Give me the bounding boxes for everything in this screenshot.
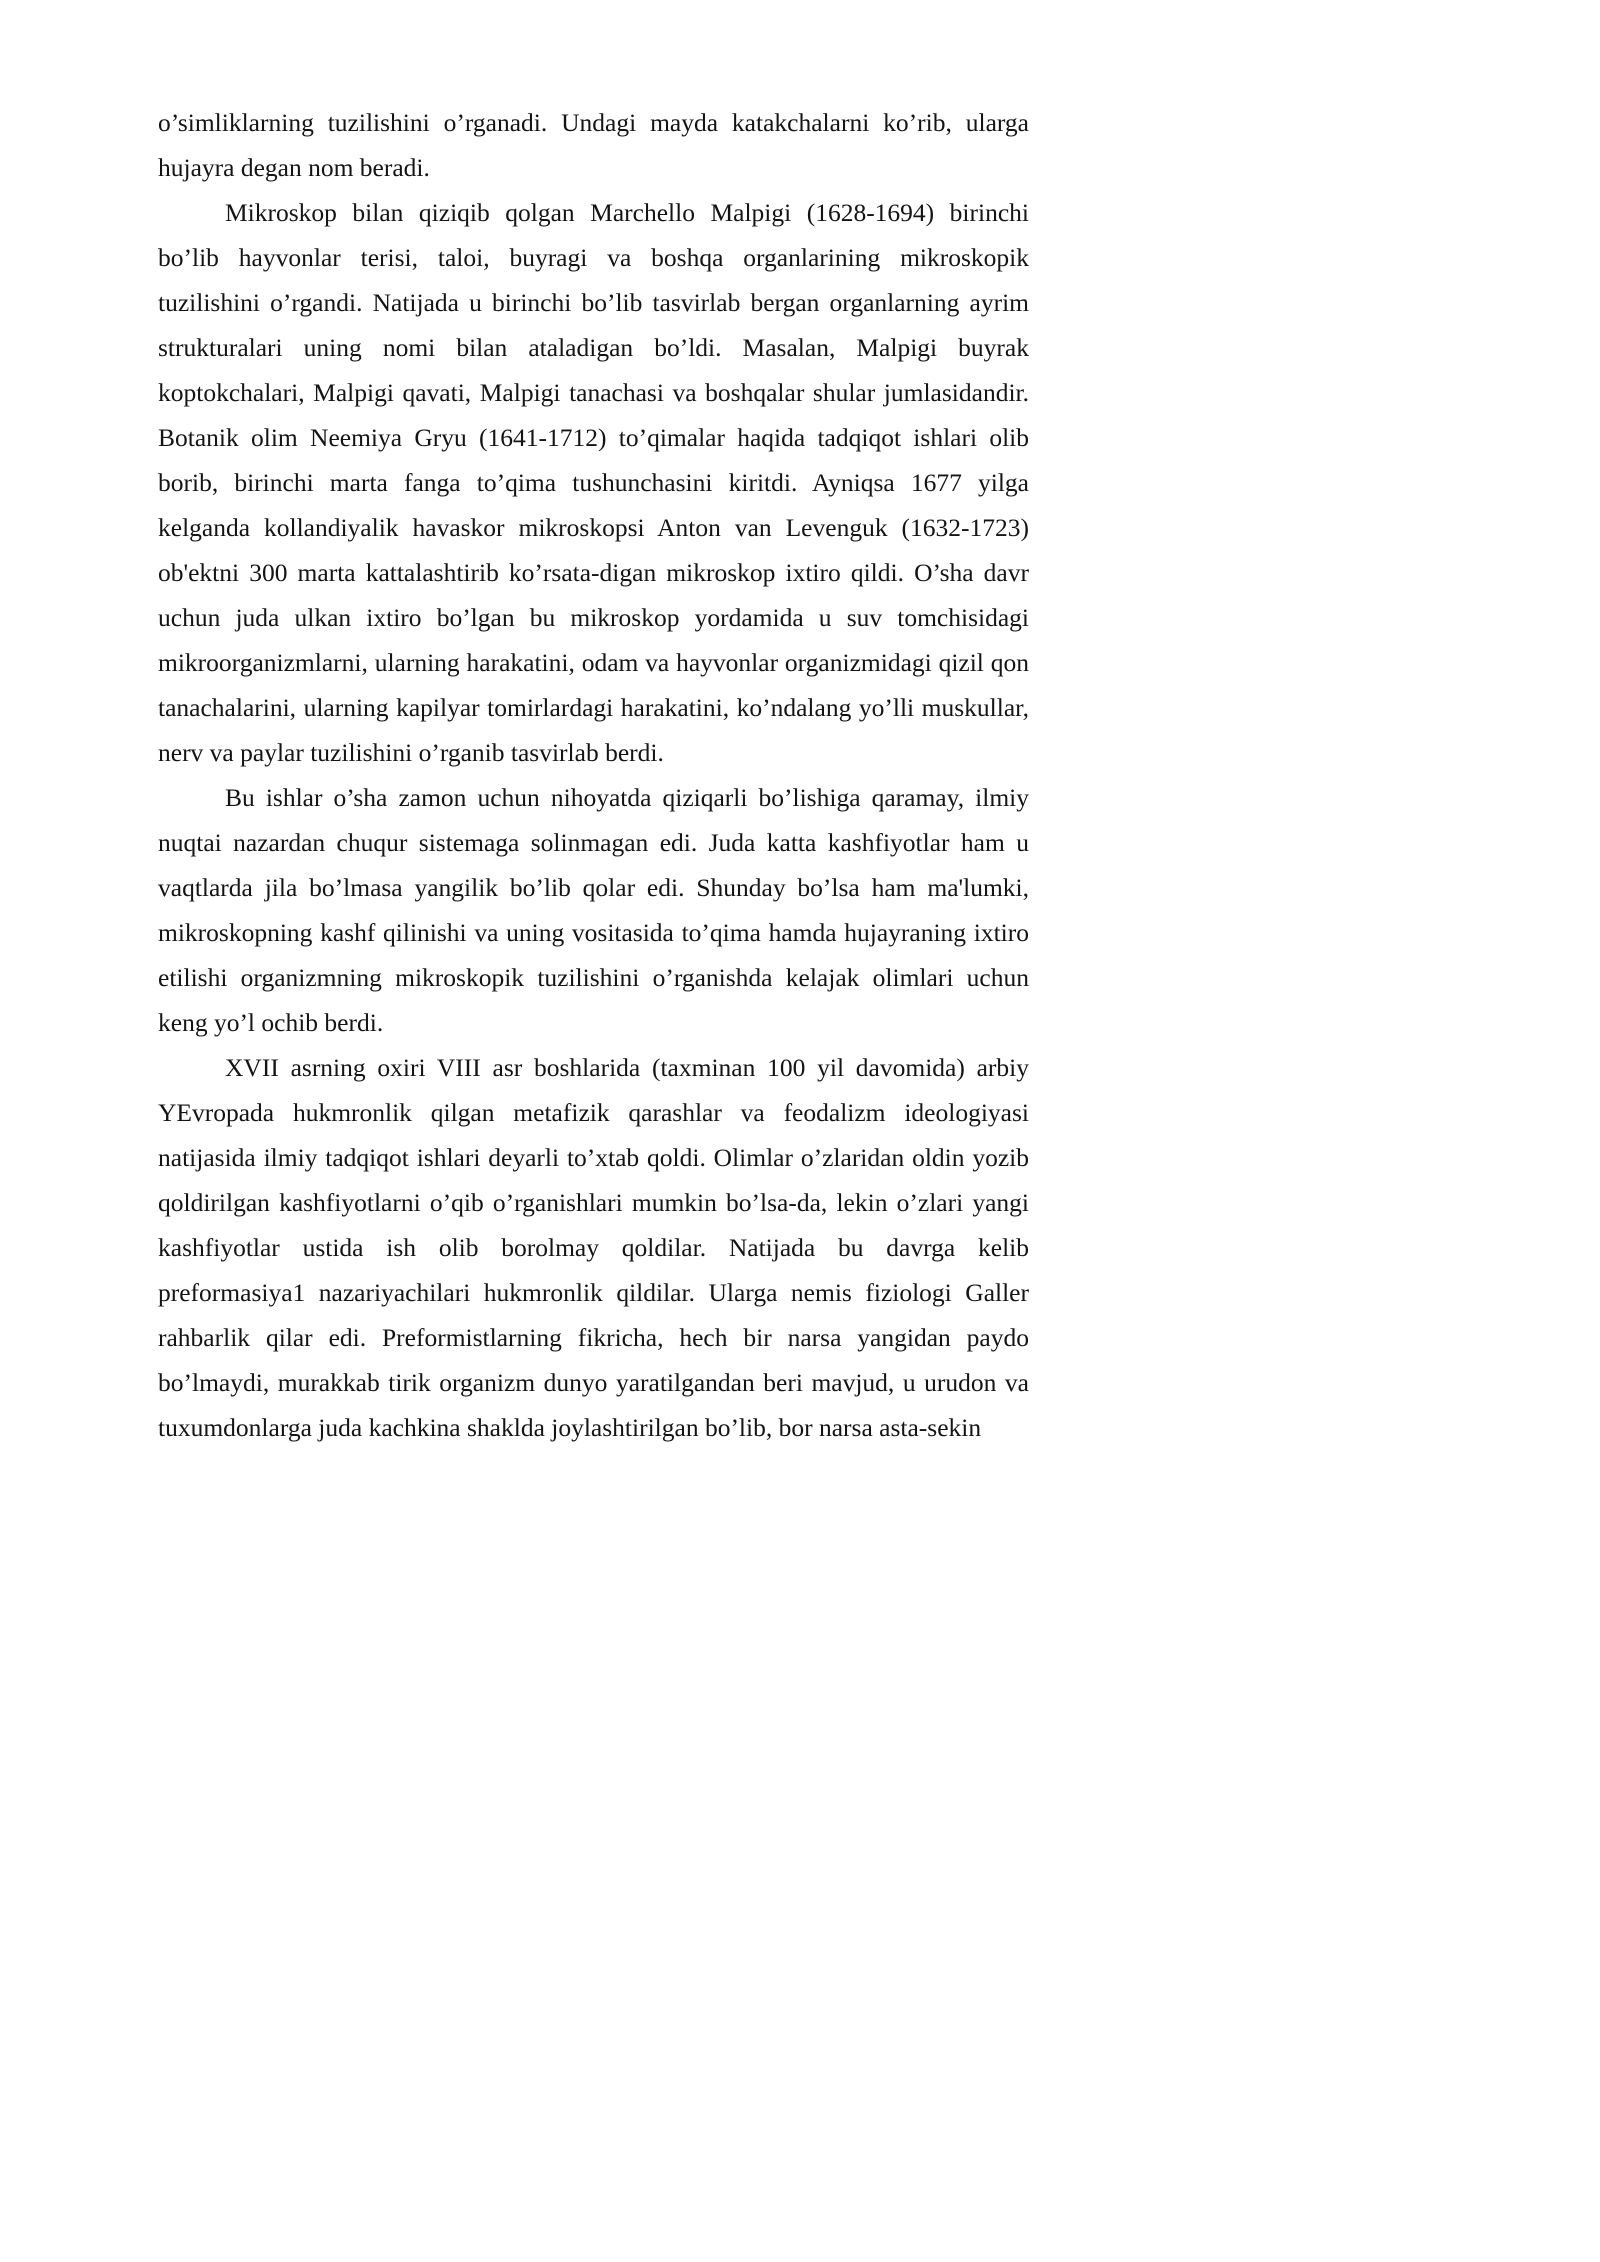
paragraph-4: XVII asrning oxiri VIII asr boshlarida (taxminan 100 yil davomida) arbiy YEvropada hukmronlik qilgan metafizik qarashlar va feodalizm ideologiyasi natijasida ilmiy tadqiqot ishlari deyarli to’xtab qoldi. Olimlar o’zlaridan oldin yozib qoldirilgan kashfiyotlarni o’qib o’rganishlari mumkin bo’lsa-da, lekin o’zlari yangi kashfiyotlar ustida ish olib borolmay qoldilar. Natijada bu davrga kelib preformasiya1 nazariyachilari hukmronlik qildilar. Ularga nemis fiziologi Galler rahbarlik qilar edi. Preformistlarning fikricha, hech bir narsa yangidan paydo bo’lmaydi, murakkab tirik organizm dunyo yaratilgandan beri mavjud, u urudon va tuxumdonlarga juda kachkina shaklda joylashtirilgan bo’lib, bor narsa asta-sekin <box>158 1053 1029 1442</box>
document-page <box>158 100 1029 1450</box>
paragraph-1: o’simliklarning tuzilishini o’rganadi. Undagi mayda katakchalarni ko’rib, ularga hujayra degan nom beradi. <box>158 108 1029 182</box>
paragraph-3: Bu ishlar o’sha zamon uchun nihoyatda qiziqarli bo’lishiga qaramay, ilmiy nuqtai nazardan chuqur sistemaga solinmagan edi. Juda katta kashfiyotlar ham u vaqtlarda jila bo’lmasa yangilik bo’lib qolar edi. Shunday bo’lsa ham ma'lumki, mikroskopning kashf qilinishi va uning vositasida to’qima hamda hujayraning ixtiro etilishi organizmning mikroskopik tuzilishini o’rganishda kelajak olimlari uchun keng yo’l ochib berdi. <box>158 783 1029 1037</box>
paragraph-2: Mikroskop bilan qiziqib qolgan Marchello Malpigi (1628-1694) birinchi bo’lib hayvonlar terisi, taloi, buyragi va boshqa organlarining mikroskopik tuzilishini o’rgandi. Natijada u birinchi bo’lib tasvirlab bergan organlarning ayrim strukturalari uning nomi bilan ataladigan bo’ldi. Masalan, Malpigi buyrak koptokchalari, Malpigi qavati, Malpigi tanachasi va boshqalar shular jumlasidandir. Botanik olim Neemiya Gryu (1641-1712) to’qimalar haqida tadqiqot ishlari olib borib, birinchi marta fanga to’qima tushunchasini kiritdi. Ayniqsa 1677 yilga kelganda kollandiyalik havaskor mikroskopsi Anton van Levenguk (1632-1723) ob'ektni 300 marta kattalashtirib ko’rsata-digan mikroskop ixtiro qildi. O’sha davr uchun juda ulkan ixtiro bo’lgan bu mikroskop yordamida u suv tomchisidagi mikroorganizmlarni, ularning harakatini, odam va hayvonlar organizmidagi qizil qon tanachalarini, ularning kapilyar tomirlardagi harakatini, ko’ndalang yo’lli muskullar, nerv va paylar tuzilishini o’rganib tasvirlab berdi. <box>158 198 1029 767</box>
